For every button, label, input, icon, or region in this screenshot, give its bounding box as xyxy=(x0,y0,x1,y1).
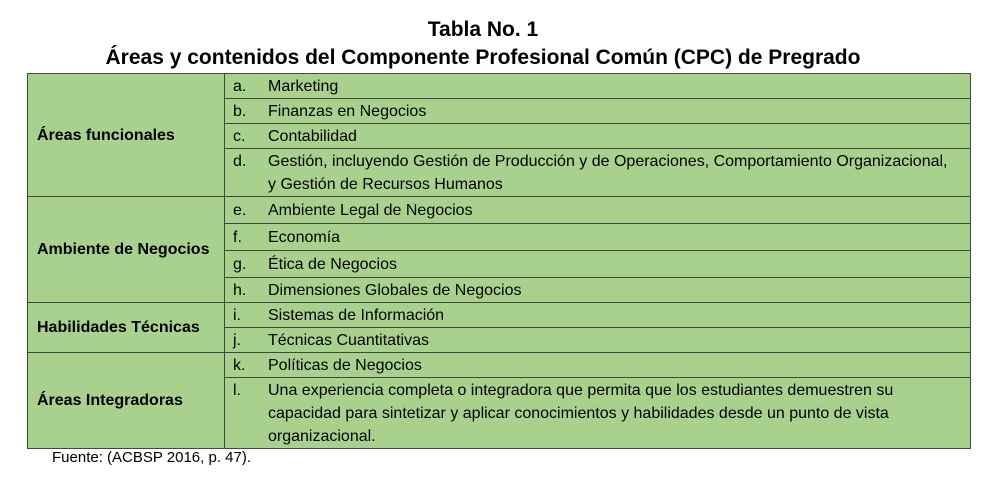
item-letter: i. xyxy=(233,307,241,324)
item-text: Sistemas de Información xyxy=(268,307,445,324)
item-letter: f. xyxy=(233,229,242,246)
item-cell xyxy=(225,251,971,278)
item-letter: b. xyxy=(233,103,247,120)
item-letter: c. xyxy=(233,128,246,145)
item-cell xyxy=(225,378,971,449)
item-text: Dimensiones Globales de Negocios xyxy=(268,282,522,299)
table-title-number: Tabla No. 1 xyxy=(427,18,539,41)
area-cell: Ambiente de Negocios xyxy=(28,197,225,303)
item-letter: l. xyxy=(233,382,241,399)
table-row xyxy=(28,353,971,378)
item-letter: a. xyxy=(233,78,247,95)
item-text: Marketing xyxy=(268,78,339,95)
item-letter: j. xyxy=(233,332,241,349)
item-cell xyxy=(225,74,971,99)
item-text: Ética de Negocios xyxy=(268,256,397,273)
item-cell xyxy=(225,303,971,328)
item-text: Políticas de Negocios xyxy=(268,357,422,374)
item-cell xyxy=(225,124,971,149)
table-row xyxy=(28,74,971,99)
item-letter: g. xyxy=(233,256,247,273)
item-cell xyxy=(225,99,971,124)
item-text: Contabilidad xyxy=(268,128,357,145)
item-letter: k. xyxy=(233,357,246,374)
item-cell xyxy=(225,224,971,251)
item-text: Economía xyxy=(268,229,341,246)
area-cell: Áreas Integradoras xyxy=(28,353,225,449)
item-cell xyxy=(225,278,971,303)
area-cell: Áreas funcionales xyxy=(28,74,225,197)
item-letter: d. xyxy=(233,153,247,170)
item-cell xyxy=(225,353,971,378)
item-text: Finanzas en Negocios xyxy=(268,103,427,120)
item-text: Gestión, incluyendo Gestión de Producción y de Operaciones, Comportamiento Organizacional, y Gestión de Recursos Humanos xyxy=(268,153,948,193)
item-letter: h. xyxy=(233,282,247,299)
item-letter: e. xyxy=(233,202,247,219)
table-title: Áreas y contenidos del Componente Profesional Común (CPC) de Pregrado xyxy=(105,46,861,69)
item-text: Técnicas Cuantitativas xyxy=(268,332,429,349)
item-cell xyxy=(225,328,971,353)
area-cell: Habilidades Técnicas xyxy=(28,303,225,353)
item-cell xyxy=(225,197,971,224)
table-row xyxy=(28,197,971,224)
item-text: Una experiencia completa o integradora que permita que los estudiantes demuestren su capacidad para sintetizar y aplicar conocimientos y habilidades desde un punto de vista organizacional. xyxy=(268,382,894,445)
table-row xyxy=(28,303,971,328)
item-text: Ambiente Legal de Negocios xyxy=(268,202,473,219)
item-cell xyxy=(225,149,971,197)
cpc-table xyxy=(27,73,971,449)
source-note: Fuente: (ACBSP 2016, p. 47). xyxy=(52,449,252,466)
